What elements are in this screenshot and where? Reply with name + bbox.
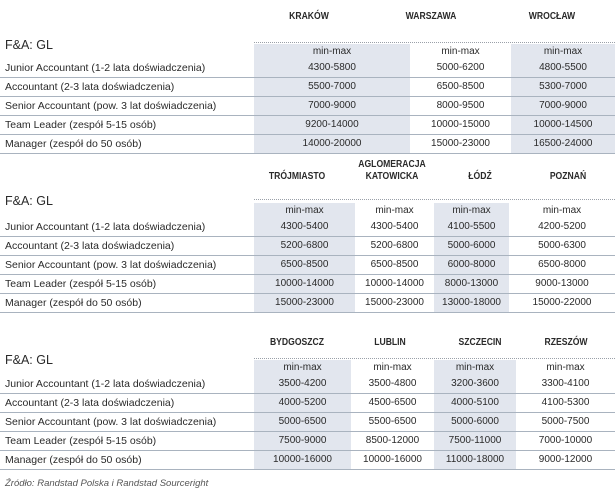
range-label: min-max: [434, 203, 509, 218]
salary-cell: 4300-5400: [254, 218, 355, 236]
salary-cell: 4500-6500: [368, 397, 417, 408]
table-row: [0, 432, 615, 451]
city-header: LUBLIN: [374, 336, 406, 348]
city-header: WARSZAWA: [405, 10, 457, 22]
salary-cell: 11000-18000: [434, 451, 516, 469]
salary-cell: 10000-14000: [365, 278, 424, 289]
salary-cell: 3200-3600: [434, 375, 516, 393]
table-row: [0, 59, 615, 78]
table-row: [0, 451, 615, 470]
salary-cell: 7000-10000: [538, 435, 593, 446]
table-heading: F&A: GL: [5, 38, 53, 52]
row-label: Manager (zespół do 50 osób): [5, 138, 142, 150]
salary-cell: 9000-13000: [535, 278, 589, 289]
range-label: min-max: [511, 44, 615, 59]
salary-cell: 9200-14000: [254, 116, 410, 134]
salary-cell: 5000-6000: [434, 237, 509, 255]
row-label: Accountant (2-3 lata doświadczenia): [5, 81, 175, 93]
range-label: min-max: [254, 203, 355, 218]
salary-cell: 6000-8000: [434, 256, 509, 274]
salary-cell: 4200-5200: [538, 221, 586, 232]
range-label-row: [0, 360, 615, 375]
row-label: Senior Accountant (pow. 3 lat doświadczenia): [5, 100, 217, 112]
salary-cell: 9000-12000: [538, 454, 593, 465]
salary-cell: 5500-7000: [254, 78, 410, 96]
salary-cell: 8000-13000: [434, 275, 509, 293]
range-label: min-max: [373, 362, 412, 373]
table-row: [0, 97, 615, 116]
salary-cell: 3500-4800: [368, 378, 417, 389]
table-row: [0, 237, 615, 256]
city-header: SZCZECIN: [458, 336, 502, 348]
salary-cell: 5300-7000: [511, 78, 615, 96]
range-label: min-max: [546, 362, 585, 373]
salary-cell: 15000-23000: [431, 138, 490, 149]
city-header: ŁÓDŹ: [468, 170, 492, 182]
salary-cell: 14000-20000: [254, 135, 410, 153]
row-label: Senior Accountant (pow. 3 lat doświadczenia): [5, 259, 217, 271]
row-label: Junior Accountant (1-2 lata doświadczenia): [5, 378, 206, 390]
table-row: [0, 294, 615, 313]
salary-cell: 15000-22000: [532, 297, 592, 308]
salary-cell: 5200-6800: [370, 240, 419, 251]
table-row: [0, 78, 615, 97]
salary-cell: 4000-5100: [434, 394, 516, 412]
range-label: min-max: [254, 360, 351, 375]
table-row: [0, 413, 615, 432]
table-row: [0, 275, 615, 294]
salary-cell: 7500-9000: [254, 432, 351, 450]
city-header: TRÓJMIASTO: [268, 170, 326, 182]
salary-cell: 10000-14000: [254, 275, 355, 293]
row-label: Accountant (2-3 lata doświadczenia): [5, 397, 175, 409]
row-label: Team Leader (zespół 5-15 osób): [5, 435, 157, 447]
table-row: [0, 256, 615, 275]
range-label: min-max: [254, 44, 410, 59]
salary-cell: 4300-5800: [254, 59, 410, 77]
salary-cell: 5200-6800: [254, 237, 355, 255]
salary-cell: 15000-23000: [365, 297, 424, 308]
city-header: POZNAŃ: [549, 170, 587, 182]
salary-cell: 7000-9000: [511, 97, 615, 115]
salary-cell: 7500-11000: [434, 432, 516, 450]
table-heading: F&A: GL: [5, 353, 53, 367]
salary-cell: 6500-8500: [370, 259, 419, 270]
salary-cell: 4100-5500: [434, 218, 509, 236]
salary-cell: 6500-8500: [254, 256, 355, 274]
salary-cell: 13000-18000: [434, 294, 509, 312]
row-label: Accountant (2-3 lata doświadczenia): [5, 240, 175, 252]
salary-cell: 3300-4100: [541, 378, 590, 389]
salary-cell: 5000-6200: [436, 62, 485, 73]
salary-cell: 6500-8000: [538, 259, 586, 270]
salary-cell: 8000-9500: [436, 100, 485, 111]
city-header: WROCŁAW: [528, 10, 576, 22]
row-label: Junior Accountant (1-2 lata doświadczenia): [5, 62, 206, 74]
city-header: AGLOMERACJA KATOWICKA: [358, 158, 426, 182]
salary-cell: 10000-16000: [363, 454, 422, 465]
range-label: min-max: [542, 205, 582, 216]
salary-cell: 4100-5300: [541, 397, 590, 408]
range-label-row: [0, 44, 615, 59]
row-label: Manager (zespół do 50 osób): [5, 454, 142, 466]
salary-cell: 3500-4200: [254, 375, 351, 393]
table-row: [0, 375, 615, 394]
salary-cell: 7000-9000: [254, 97, 410, 115]
salary-cell: 5000-6000: [434, 413, 516, 431]
salary-cell: 4300-5400: [370, 221, 419, 232]
row-label: Senior Accountant (pow. 3 lat doświadczenia): [5, 416, 217, 428]
salary-cell: 5000-6300: [538, 240, 586, 251]
row-label: Team Leader (zespół 5-15 osób): [5, 278, 157, 290]
table-row: [0, 116, 615, 135]
city-header-row: [0, 152, 615, 186]
range-label-row: [0, 203, 615, 218]
salary-cell: 16500-24000: [511, 135, 615, 153]
salary-cell: 4800-5500: [511, 59, 615, 77]
row-label: Manager (zespół do 50 osób): [5, 297, 142, 309]
city-header: KRAKÓW: [289, 10, 329, 22]
table-heading: F&A: GL: [5, 194, 53, 208]
row-label: Team Leader (zespół 5-15 osób): [5, 119, 157, 131]
range-label: min-max: [434, 360, 516, 375]
salary-cell: 10000-16000: [254, 451, 351, 469]
salary-cell: 5000-7500: [541, 416, 590, 427]
city-header: BYDGOSZCZ: [269, 336, 325, 348]
salary-cell: 8500-12000: [365, 435, 420, 446]
table-row: [0, 394, 615, 413]
salary-cell: 10000-14500: [511, 116, 615, 134]
dotted-divider: [254, 358, 615, 359]
city-header-row: [0, 0, 615, 34]
dotted-divider: [254, 199, 615, 200]
salary-cell: 5000-6500: [254, 413, 351, 431]
range-label: min-max: [375, 205, 414, 216]
salary-cell: 4000-5200: [254, 394, 351, 412]
dotted-divider: [254, 42, 615, 43]
range-label: min-max: [441, 46, 480, 57]
city-header: RZESZÓW: [544, 336, 588, 348]
source-note: Źródło: Randstad Polska i Randstad Sourceright: [5, 478, 209, 489]
city-header-row: [0, 318, 615, 352]
salary-cell: 10000-15000: [431, 119, 490, 130]
salary-cell: 5500-6500: [368, 416, 417, 427]
row-label: Junior Accountant (1-2 lata doświadczenia): [5, 221, 206, 233]
table-row: [0, 218, 615, 237]
salary-cell: 15000-23000: [254, 294, 355, 312]
salary-cell: 6500-8500: [436, 81, 485, 92]
